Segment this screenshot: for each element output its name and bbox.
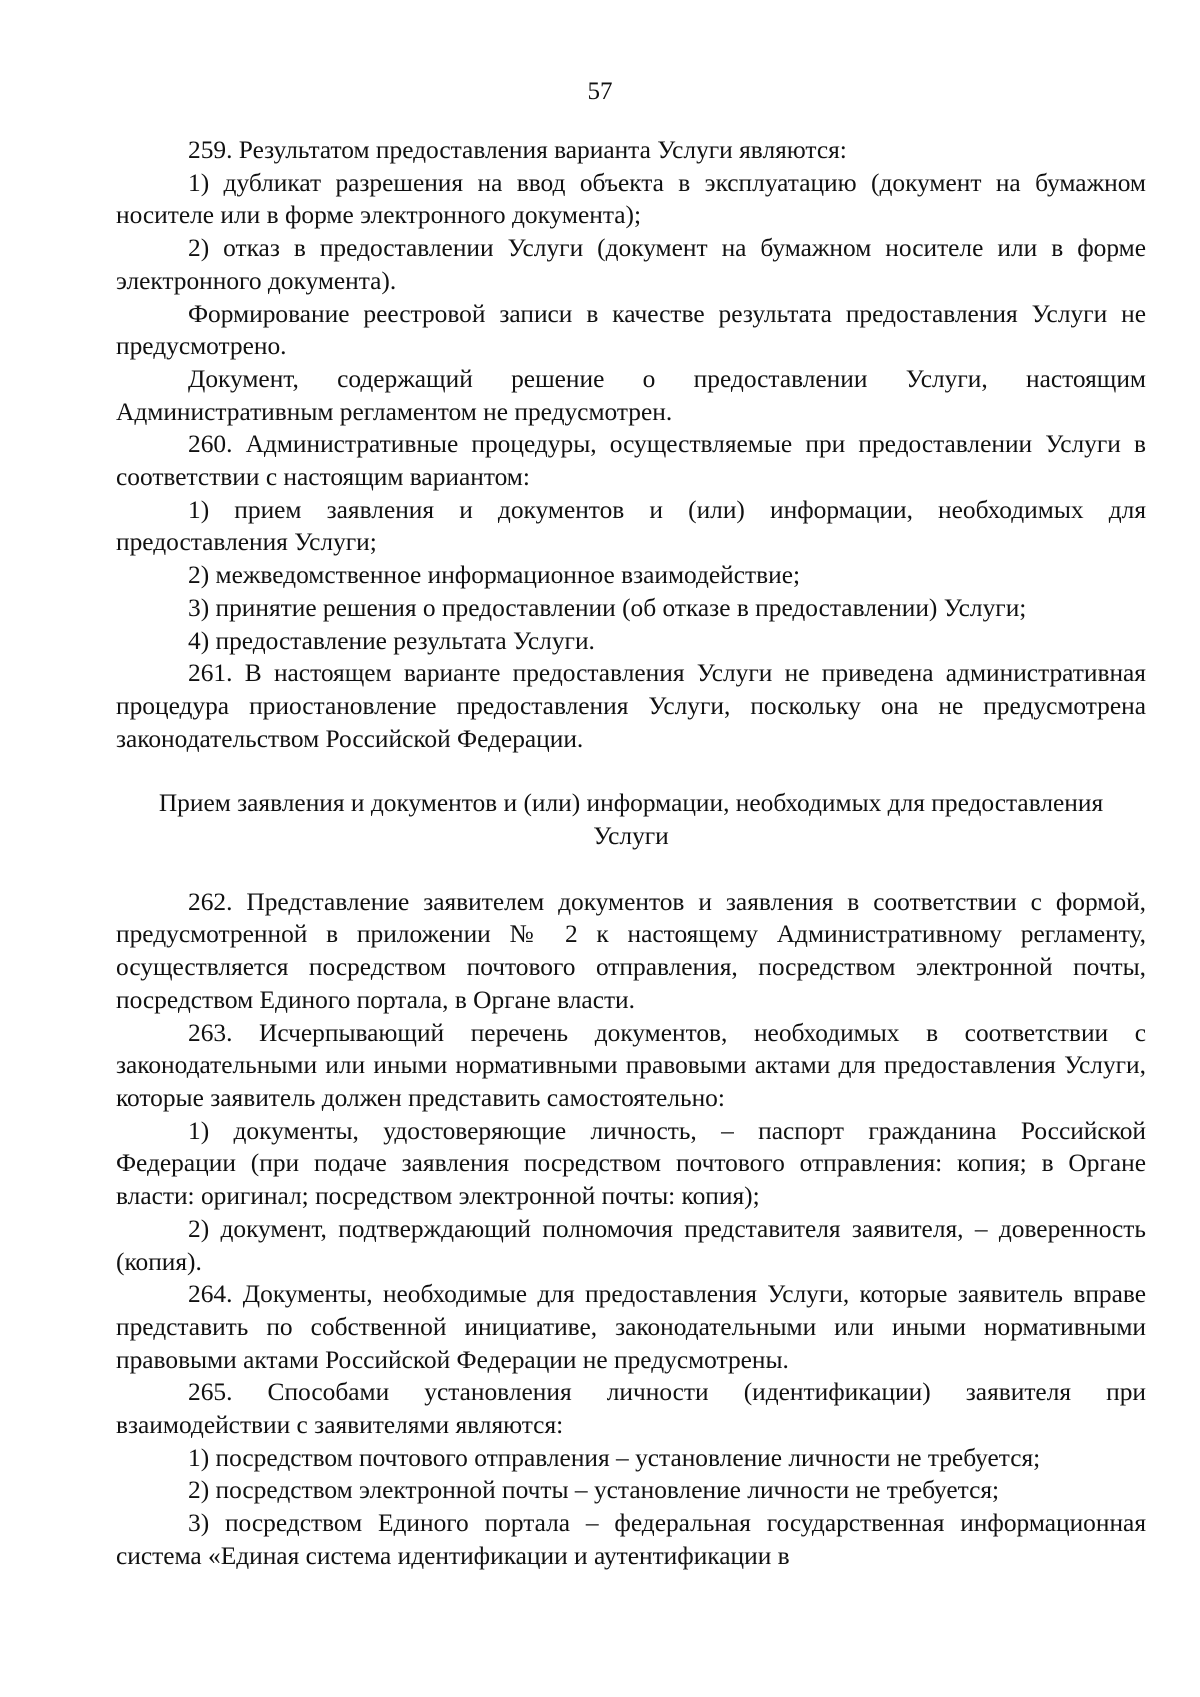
page-number: 57 — [587, 78, 613, 105]
paragraph-264: 264. Документы, необходимые для предоставления Услуги, которые заявитель вправе представить по собственной инициативе, законодательными или иными нормативными правовыми актами Российской Федерации не предусмотрены. — [116, 1280, 1146, 1374]
paragraph-265-item-3: 3) посредством Единого портала – федеральная государственная информационная система «Единая система идентификации и аутентификации в — [116, 1509, 1146, 1570]
paragraph-260-item-1: 1) прием заявления и документов и (или) информации, необходимых для предоставления Услуги; — [116, 495, 1146, 557]
paragraph-263-item-2: 2) документ, подтверждающий полномочия представителя заявителя, – доверенность (копия). — [116, 1214, 1146, 1276]
document-body — [116, 134, 1146, 1573]
paragraph-263-item-1: 1) документы, удостоверяющие личность, – паспорт гражданина Российской Федерации (при подаче заявления посредством почтового отправления: копия; в Органе власти: оригинал; посредством электронной почты: копия); — [116, 1116, 1146, 1211]
paragraph-260-item-3: 3) принятие решения о предоставлении (об отказе в предоставлении) Услуги; — [188, 593, 1027, 622]
paragraph-263: 263. Исчерпывающий перечень документов, необходимых в соответствии с законодательными или иными нормативными правовыми актами для предоставления Услуги, которые заявитель должен представить самостоятельно: — [116, 1018, 1146, 1112]
paragraph-260-item-4: 4) предоставление результата Услуги. — [188, 626, 595, 655]
paragraph-261: 261. В настоящем варианте предоставления Услуги не приведена административная процедура приостановление предоставления Услуги, поскольку она не предусмотрена законодательством Российской Федерации. — [116, 659, 1146, 753]
paragraph-decision-document: Документ, содержащий решение о предоставлении Услуги, настоящим Административным регламентом не предусмотрен. — [116, 364, 1146, 426]
paragraph-262: 262. Представление заявителем документов и заявления в соответствии с формой, предусмотренной в приложении № 2 к настоящему Административному регламенту, осуществляется посредством почтового отправления, посредством электронной почты, посредством Единого портала, в Органе власти. — [116, 887, 1146, 1014]
paragraph-260-item-2: 2) межведомственное информационное взаимодействие; — [188, 561, 801, 590]
paragraph-265: 265. Способами установления личности (идентификации) заявителя при взаимодействии с заявителями являются: — [116, 1378, 1146, 1440]
paragraph-259: 259. Результатом предоставления варианта Услуги являются: — [188, 136, 847, 164]
paragraph-260: 260. Административные процедуры, осуществляемые при предоставлении Услуги в соответствии с настоящим вариантом: — [116, 430, 1146, 492]
paragraph-registry-record: Формирование реестровой записи в качестве результата предоставления Услуги не предусмотрено. — [116, 299, 1146, 361]
section-heading: Прием заявления и документов и (или) информации, необходимых для предоставления Услуги — [158, 789, 1104, 851]
paragraph-259-item-2: 2) отказ в предоставлении Услуги (документ на бумажном носителе или в форме электронного документа). — [116, 234, 1146, 295]
paragraph-265-item-1: 1) посредством почтового отправления – установление личности не требуется; — [188, 1443, 1041, 1472]
paragraph-265-item-2: 2) посредством электронной почты – установление личности не требуется; — [188, 1476, 1000, 1505]
paragraph-259-item-1: 1) дубликат разрешения на ввод объекта в эксплуатацию (документ на бумажном носителе или в форме электронного документа); — [116, 168, 1146, 230]
